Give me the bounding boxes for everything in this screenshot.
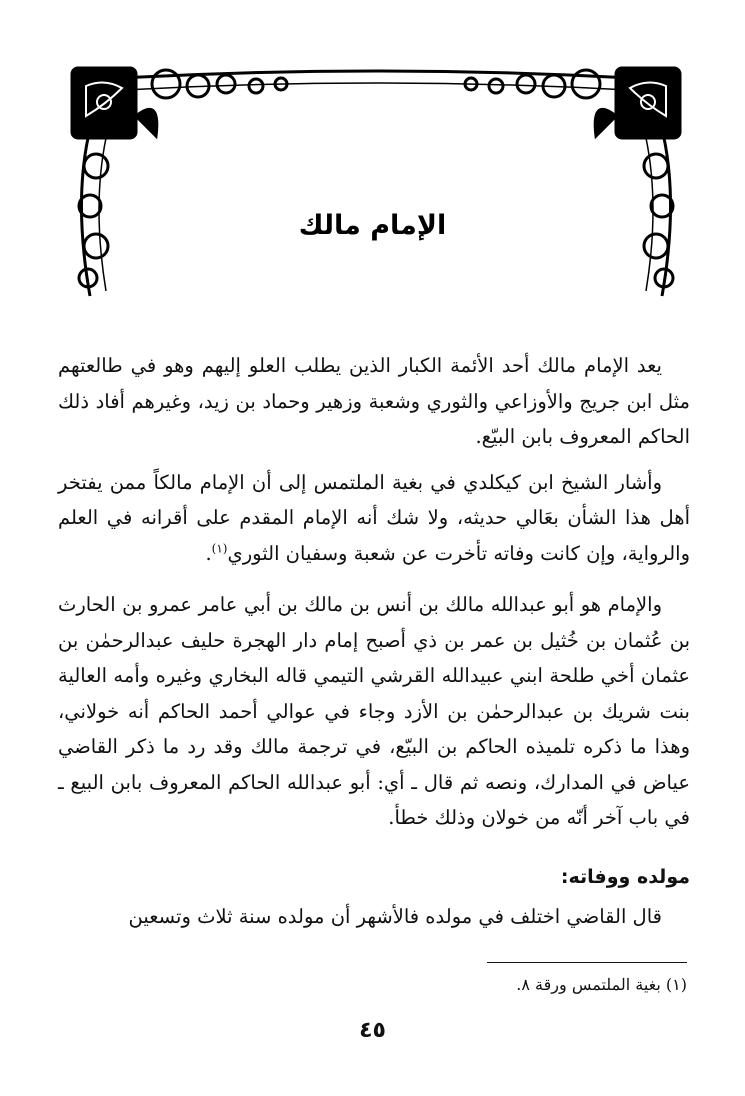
footnote-reference[interactable]: (١) bbox=[211, 541, 228, 555]
floral-border-ornament-icon bbox=[66, 56, 686, 306]
page-number: ٤٥ bbox=[359, 1018, 386, 1043]
paragraph-end: . bbox=[205, 541, 212, 565]
section-heading: مولده ووفاته: bbox=[560, 865, 690, 888]
footnote: (١) بغية الملتمس ورقة ٨. bbox=[516, 975, 687, 994]
paragraph bbox=[58, 465, 690, 572]
paragraph: والإمام هو أبو عبدالله مالك بن أنس بن مالك بن أبي عامر عمرو بن الحارث بن عُثمان بن خُثيل بن عمر بن ذي أصبح إمام دار الهجرة حليف عبدالرحمٰن بن عثمان أخي طلحة ابني عبيدالله القرشي التيمي قاله البخاري وغيره وأمه العالية بنت شريك بن عبدالرحمٰن بن الأزد وجاء في عوالي أحمد الحاكم أنه خولاني، وهذا ما ذكره تلميذه الحاكم بن البيّع، في ترجمة مالك وقد رد ما ذكر القاضي عياض في المدارك، ونصه ثم قال ـ أي: أبو عبدالله الحاكم المعروف بابن البيع ـ في باب آخر أنّه من خولان وذلك خطأ. bbox=[58, 593, 690, 829]
footnote-divider bbox=[487, 962, 687, 963]
chapter-title: الإمام مالك bbox=[298, 210, 447, 241]
paragraph: قال القاضي اختلف في مولده فالأشهر أن مولده سنة ثلاث وتسعين bbox=[128, 905, 662, 928]
paragraph: يعد الإمام مالك أحد الأئمة الكبار الذين يطلب العلو إليهم وهو في طالعتهم مثل ابن جريج والأوزاعي والثوري وشعبة وزهير وحماد بن زيد، وغيرهم أفاد ذلك الحاكم المعروف بابن البيّع. bbox=[58, 354, 690, 448]
ornamental-header-frame bbox=[66, 56, 686, 306]
body-text bbox=[58, 348, 690, 945]
paragraph-text: وأشار الشيخ ابن كيكلدي في بغية الملتمس إلى أن الإمام مالكاً ممن يفتخر أهل هذا الشأن بعَالي حديثه، ولا شك أنه الإمام المقدم على أقرانه في العلم والرواية، وإن كانت وفاته تأخرت عن شعبة وسفيان الثوري bbox=[58, 470, 690, 565]
